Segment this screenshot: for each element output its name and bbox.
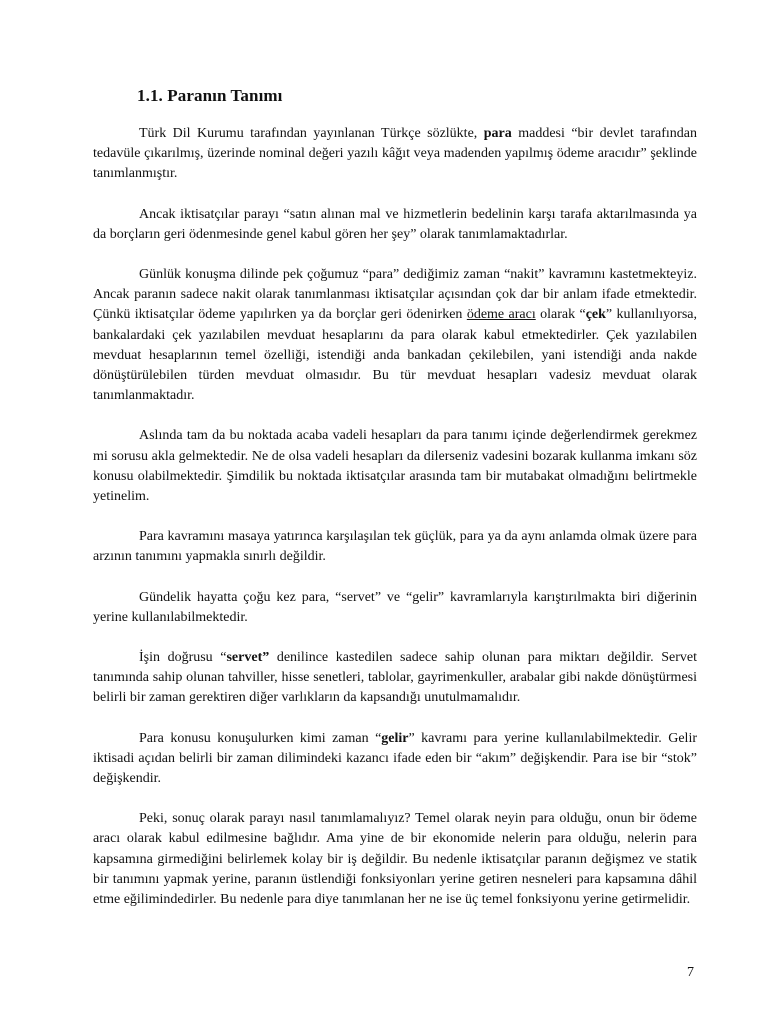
- bold-term: para: [483, 126, 512, 141]
- paragraph: [93, 265, 697, 406]
- section-heading: 1.1. Paranın Tanımı: [137, 86, 283, 105]
- bold-term: servet”: [226, 650, 270, 666]
- bold-term: gelir: [381, 730, 409, 746]
- text-run: denilince kastedilen sadece sahip olunan para miktarı değildir. Servet tanımında sahip olunan tahviller, hisse senetleri, tablolar, gayrimenkuller, arabalar gibi nakde dönüştürmesi belirli bir zaman gerektiren diğer varlıkların da kapsandığı unutulmamalıdır.: [93, 650, 698, 706]
- paragraph: [93, 205, 697, 245]
- text-run: Günlük konuşma dilinde pek çoğumuz “para” dediğimiz zaman “nakit” kavramını kastetmekteyiz. Ancak paranın sadece nakit olarak tanımlanması iktisatçılar açısından çok dar bir anlam ifade etmektedir. Çünkü iktisatçılar ödeme yapılırken ya da borçlar geri ödenirken: [93, 267, 697, 323]
- paragraph: [93, 426, 697, 507]
- paragraph: [93, 729, 697, 790]
- body-text: [93, 124, 697, 930]
- text-run: Gündelik hayatta çoğu kez para, “servet” ve “gelir” kavramlarıyla karıştırılmakta biri diğerinin yerine kullanılabilmektedir.: [93, 589, 697, 625]
- text-run: Peki, sonuç olarak parayı nasıl tanımlamalıyız? Temel olarak neyin para olduğu, onun bir ödeme aracı olarak kabul edilmesine bağlıdır. Ama yine de bir ekonomide nelerin para olduğu, nelerin para kapsamına girmediğini belirlemek kolay bir iş değildir. Bu nedenle iktisatçılar paranın değişmez ve statik bir tanımını yapmak yerine, paranın üstlendiği fonksiyonları yerine getiren nesneleri para kapsamına dâhil etme eğilimindedirler. Bu nedenle para diye tanımlanan her ne ise üç temel fonksiyonu yerine getirmelidir.: [93, 811, 697, 908]
- paragraph: [93, 648, 697, 709]
- text-run: Ancak iktisatçılar parayı “satın alınan mal ve hizmetlerin bedelinin karşı tarafa aktarılmasında ya da borçların geri ödenmesinde genel kabul gören her şey” olarak tanımlamaktadırlar.: [93, 206, 697, 242]
- paragraph: [93, 124, 697, 185]
- underlined-term: ödeme aracı: [466, 307, 536, 323]
- paragraph: [93, 809, 697, 910]
- text-run: İşin doğrusu “: [139, 650, 227, 666]
- text-run: olarak “: [535, 307, 586, 323]
- text-run: Para kavramını masaya yatırınca karşılaşılan tek güçlük, para ya da aynı anlamda olmak üzere para arzının tanımını yapmakla sınırlı değildir.: [93, 529, 697, 565]
- text-run: Türk Dil Kurumu tarafından yayınlanan Türkçe sözlükte,: [139, 126, 484, 141]
- text-run: ” kullanılıyorsa, bankalardaki çek yazılabilen mevduat hesaplarını da para olarak kabul etmektedirler. Çek yazılabilen mevduat hesaplarının temel özelliği, istendiği anda bankadan çekilebilen, yani istendiği anda nakde dönüştürülebilen türden mevduat olmasıdır. Bu tür mevduat hesapları vadesiz mevduat olarak tanımlanmaktadır.: [93, 307, 697, 404]
- paragraph: [93, 527, 697, 567]
- bold-term: çek: [585, 307, 606, 323]
- text-run: maddesi “bir devlet tarafından tedavüle çıkarılmış, üzerinde nominal değeri yazılı kâğıt veya madenden yapılmış ödeme aracıdır” şeklinde tanımlanmıştır.: [93, 126, 697, 182]
- paragraph: [93, 588, 697, 628]
- text-run: ” kavramı para yerine kullanılabilmektedir. Gelir iktisadi açıdan belirli bir zaman dilimindeki kazancı ifade eden bir “akım” değişkendir. Para ise bir “stok” değişkendir.: [93, 730, 697, 787]
- text-run: Para konusu konuşulurken kimi zaman “: [139, 730, 382, 746]
- page-number: 7: [687, 965, 694, 980]
- text-run: Aslında tam da bu noktada acaba vadeli hesapları da para tanımı içinde değerlendirmek gerekmez mi sorusu akla gelmektedir. Ne de olsa vadeli hesapları da dilerseniz vadesini bozarak kullanma imkanı söz konusu olabilmektedir. Şimdilik bu noktada iktisatçılar arasında tam bir mutabakat olmadığını belirtmekle yetinelim.: [93, 428, 697, 505]
